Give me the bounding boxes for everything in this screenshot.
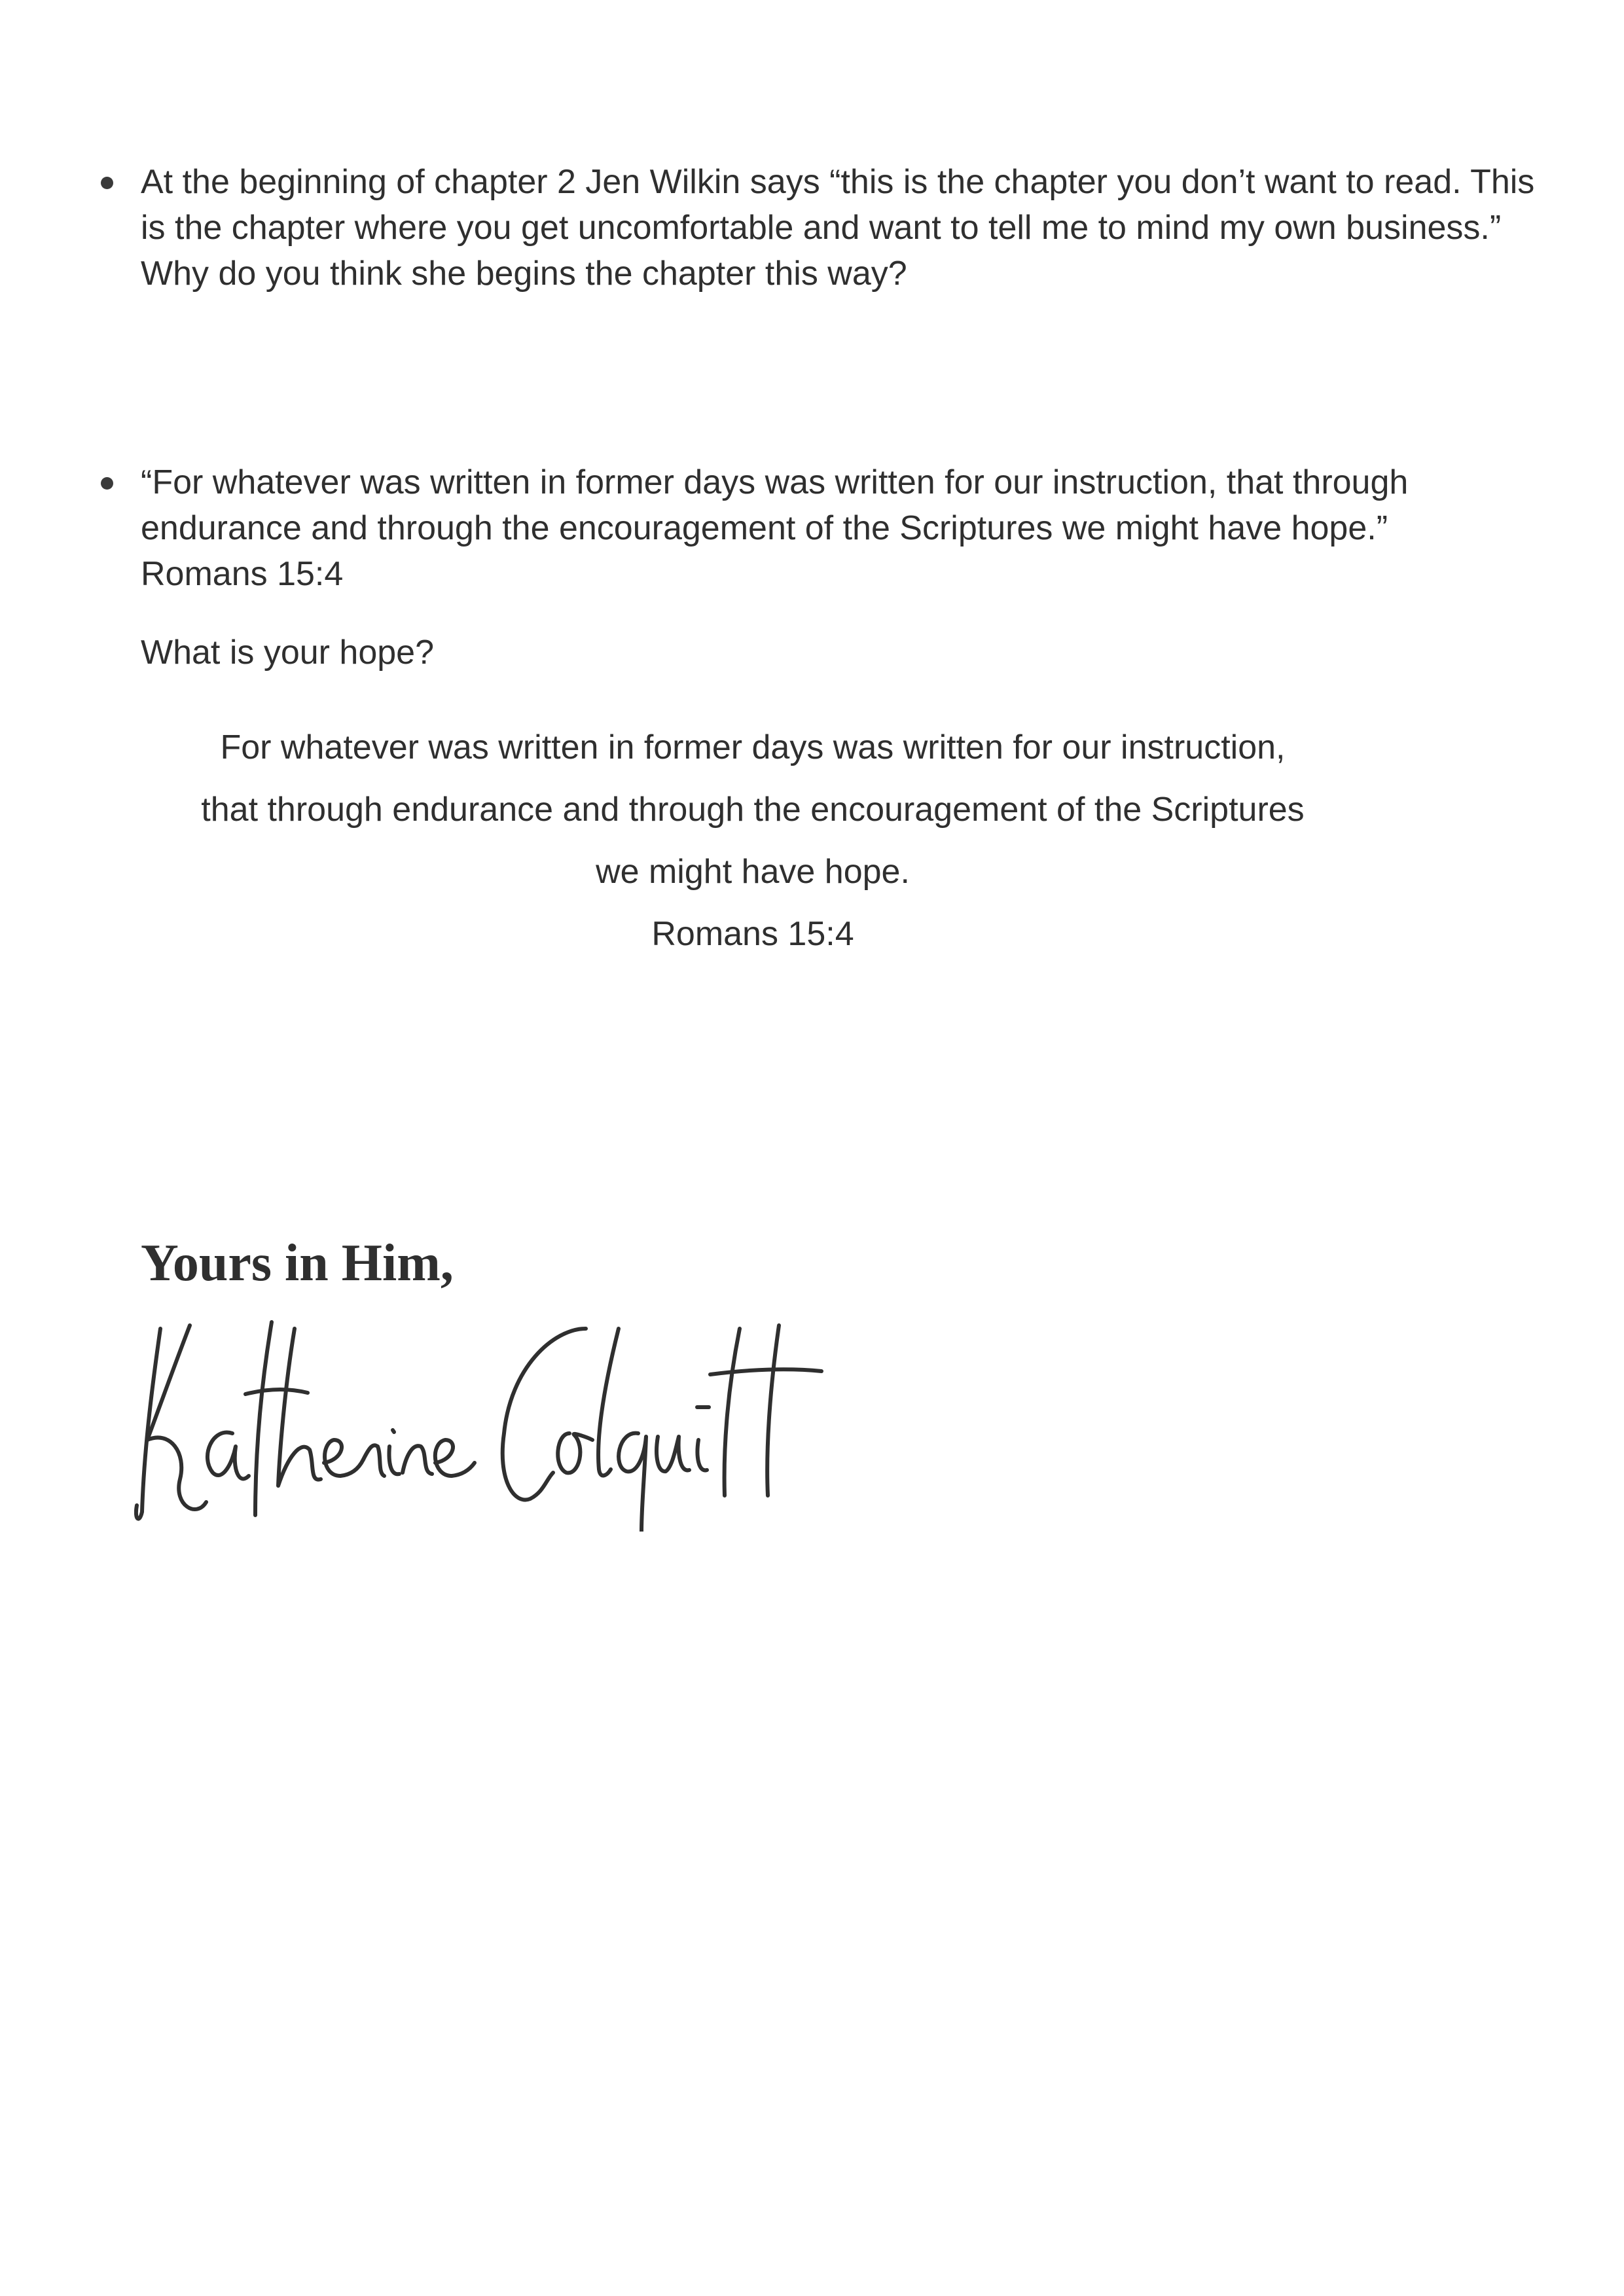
question-item <box>97 459 1543 675</box>
question-reference: Romans 15:4 <box>141 555 344 593</box>
scripture-line: we might have hope. <box>596 853 910 891</box>
question-followup: What is your hope? <box>141 634 435 672</box>
bullet-icon <box>101 177 113 189</box>
question-item <box>97 159 1543 296</box>
scripture-line: For whatever was written in former days was written for our instruction, <box>220 728 1286 766</box>
question-text: “For whatever was written in former days was written for our instruction, that through endurance and through the encouragement of the Scriptures we might have hope.” <box>141 463 1409 547</box>
bullet-icon <box>101 477 113 490</box>
closing-salutation: Yours in Him, <box>141 1234 454 1292</box>
scripture-quote <box>196 717 1309 965</box>
signature-drawing <box>134 1316 828 1532</box>
handwritten-signature <box>134 1316 828 1532</box>
scripture-line: that through endurance and through the encouragement of the Scriptures <box>201 791 1305 829</box>
question-text: At the beginning of chapter 2 Jen Wilkin says “this is the chapter you don’t want to read. This is the chapter where you get uncomfortable and want to tell me to mind my own business.” Why do you think she begins the chapter this way? <box>141 163 1535 293</box>
scripture-reference: Romans 15:4 <box>651 915 854 953</box>
question-list <box>97 159 1543 675</box>
